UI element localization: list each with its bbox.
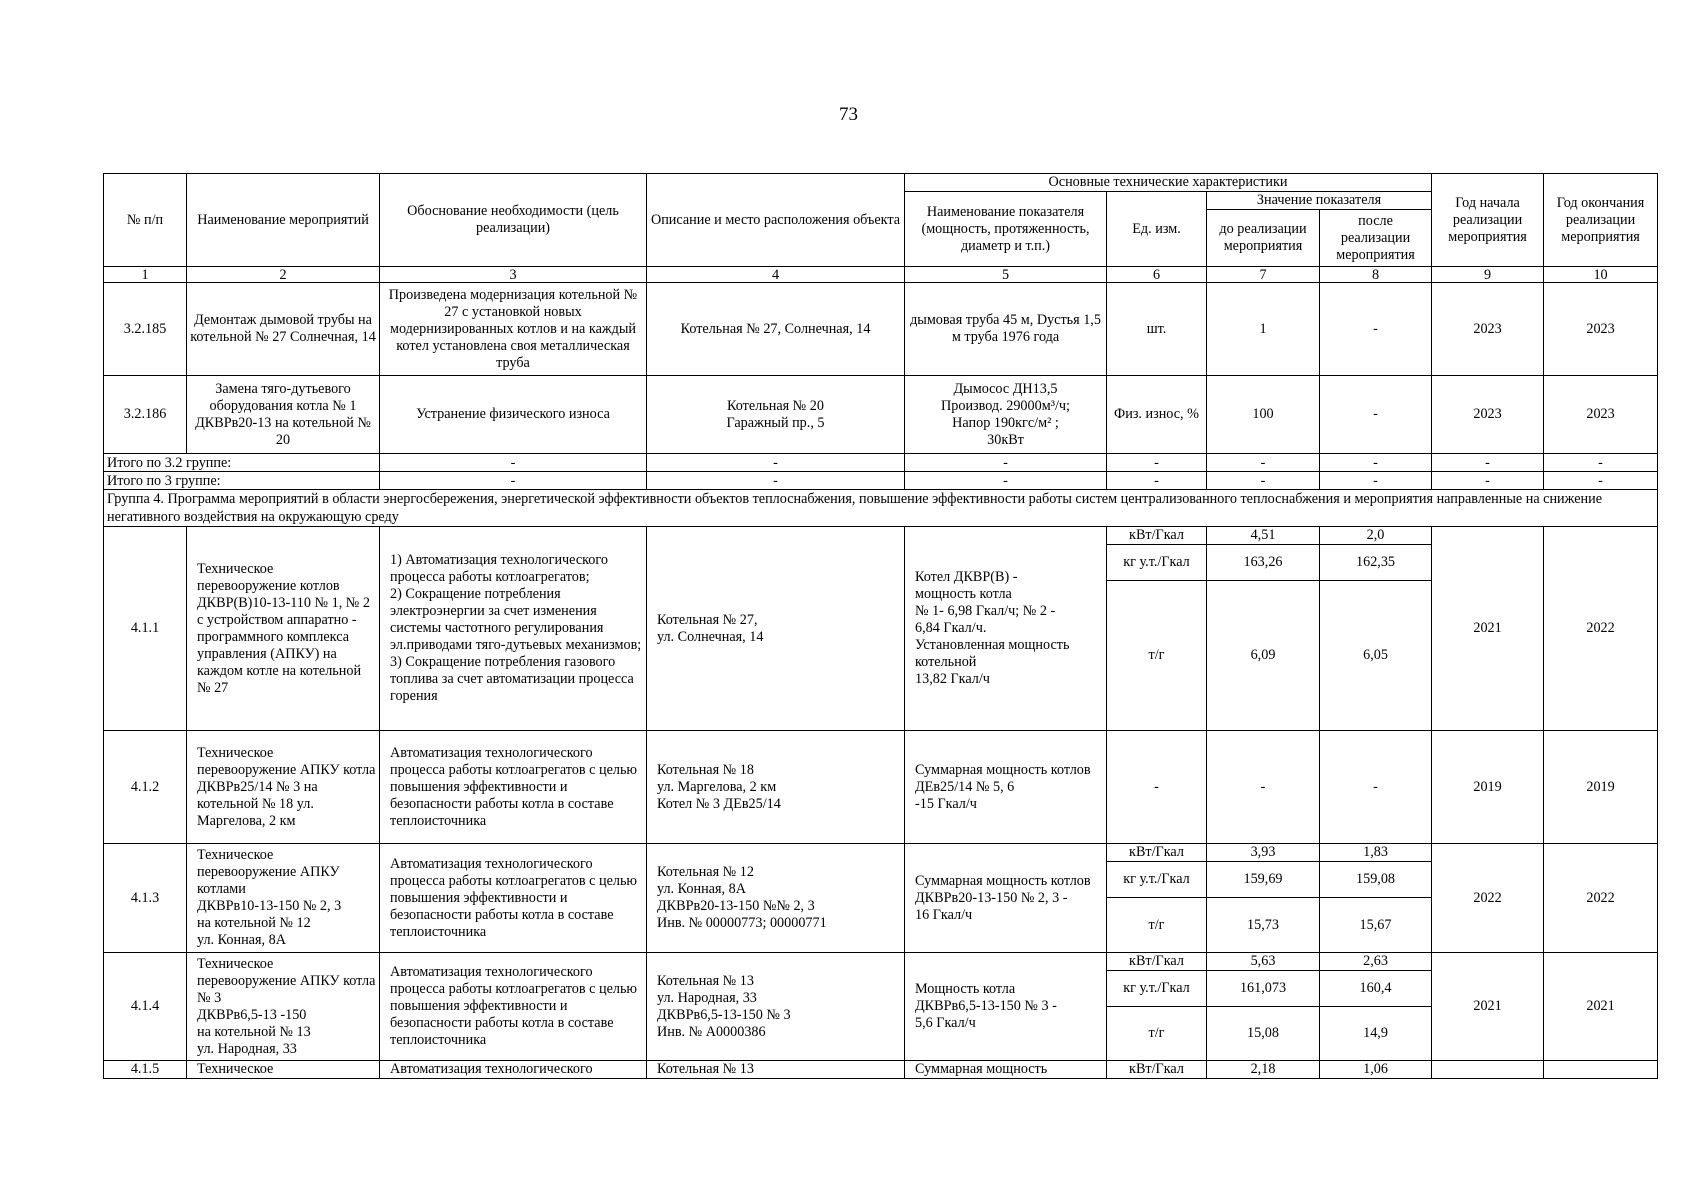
row-after: - (1320, 376, 1432, 454)
row-reason: Автоматизация технологического процесса работы котлоагрегатов с целью повышения эффективности и безопасности работы котла в составе теплоисточника (380, 953, 647, 1061)
row-place (647, 953, 905, 1061)
row-param (905, 731, 1107, 844)
row-name-line: ДКВРв6,5-13 -150 (197, 1006, 307, 1023)
row-param-line: 13,82 Гкал/ч (915, 671, 990, 687)
row-place-line: Котельная № 27, (657, 611, 758, 628)
row-param-line: мощность котла (915, 586, 1012, 602)
row-name-line: ул. Конная, 8А (197, 932, 286, 948)
row-param-line: 16 Гкал/ч (915, 906, 973, 923)
row-before: - (1207, 731, 1320, 844)
row-name-line: Техническое перевооружение АПКУ котла № 3 (197, 955, 376, 1006)
summary-dash: - (1207, 472, 1320, 490)
row-reason: Автоматизация технологического процесса работы котлоагрегатов с целью повышения эффективности и безопасности работы котла в составе теплоисточника (380, 731, 647, 844)
header-num: № п/п (104, 174, 187, 267)
summary-dash: - (905, 472, 1107, 490)
summary-row (104, 472, 1658, 490)
row-place-line: Котельная № 18 (657, 761, 754, 778)
header-tech-group: Основные технические характеристики (905, 174, 1432, 192)
row-unit: кг у.т./Гкал (1107, 545, 1207, 581)
row-before: 15,73 (1207, 898, 1320, 953)
row-place: Котельная № 13 (647, 1061, 905, 1079)
row-place (647, 527, 905, 731)
group-title-row (104, 490, 1658, 527)
row-before: 3,93 (1207, 844, 1320, 862)
summary-dash: - (1320, 472, 1432, 490)
column-number: 3 (380, 267, 647, 283)
summary-dash: - (380, 472, 647, 490)
row-param-line: Установленная мощность котельной (915, 637, 1070, 670)
summary-dash: - (1544, 472, 1658, 490)
group-title: Группа 4. Программа мероприятий в области энергосбережения, энергетической эффективности объектов теплоснабжения, повышение эффективности работы систем централизованного теплоснабжения и мероприятия направленные на снижение негативного воздействия на окружающую среду (104, 490, 1658, 527)
row-name-line: на котельной № 12 (197, 915, 311, 931)
row-num: 4.1.1 (104, 527, 187, 731)
table-row (104, 1061, 1658, 1079)
header-place: Описание и место расположения объекта (647, 174, 905, 267)
row-unit: кВт/Гкал (1107, 844, 1207, 862)
row-num: 4.1.2 (104, 731, 187, 844)
row-before: 4,51 (1207, 527, 1320, 545)
row-unit: т/г (1107, 898, 1207, 953)
row-param: дымовая труба 45 м, Dустья 1,5 м труба 1976 года (905, 283, 1107, 376)
header-after: после реализации мероприятия (1320, 210, 1432, 267)
summary-dash: - (1544, 454, 1658, 472)
row-place-line: Котельная № 20 (727, 397, 824, 414)
row-after: 6,05 (1320, 581, 1432, 731)
table-row (104, 731, 1658, 844)
row-param-line: Производ. 29000м³/ч; (941, 397, 1070, 414)
row-place (647, 376, 905, 454)
row-end-year: 2022 (1544, 844, 1658, 953)
column-number: 4 (647, 267, 905, 283)
row-param-line: 5,6 Гкал/ч (915, 1015, 976, 1031)
row-param: Суммарная мощность (905, 1061, 1107, 1079)
row-param-line: ДЕв25/14 № 5, 6 (915, 778, 1015, 795)
row-unit: - (1107, 731, 1207, 844)
row-name (187, 844, 380, 953)
row-place-line: ДКВРв6,5-13-150 № 3 (657, 1006, 791, 1023)
row-num: 3.2.186 (104, 376, 187, 454)
row-place-line: Инв. № А0000386 (657, 1023, 766, 1040)
header-before: до реализации мероприятия (1207, 210, 1320, 267)
row-num: 4.1.4 (104, 953, 187, 1061)
column-number: 6 (1107, 267, 1207, 283)
row-param-line: № 1- 6,98 Гкал/ч; № 2 - (915, 603, 1056, 619)
row-reason: Автоматизация технологического (380, 1061, 647, 1079)
row-param-line: 6,84 Гкал/ч. (915, 620, 987, 636)
row-after: 159,08 (1320, 862, 1432, 898)
row-unit: кг у.т./Гкал (1107, 971, 1207, 1007)
summary-dash: - (1207, 454, 1320, 472)
row-param-line: Суммарная мощность котлов (915, 872, 1091, 889)
row-end-year (1544, 1061, 1658, 1079)
row-before: 1 (1207, 283, 1320, 376)
summary-dash: - (380, 454, 647, 472)
row-param-line: Напор 190кгс/м² ; (952, 414, 1059, 431)
row-end-year: 2021 (1544, 953, 1658, 1061)
row-after: 1,83 (1320, 844, 1432, 862)
row-after: 2,63 (1320, 953, 1432, 971)
header-end-year: Год окончания реализации мероприятия (1544, 174, 1658, 267)
measures-table (103, 173, 1658, 1079)
row-param (905, 844, 1107, 953)
row-after: - (1320, 283, 1432, 376)
row-num: 3.2.185 (104, 283, 187, 376)
page-number: 73 (839, 104, 858, 125)
row-unit: т/г (1107, 581, 1207, 731)
summary-dash: - (905, 454, 1107, 472)
row-reason-line: 3) Сокращение потребления газового топлива за счет автоматизации процесса горения (390, 654, 634, 704)
summary-label: Итого по 3.2 группе: (104, 454, 380, 472)
table-row (104, 283, 1658, 376)
header-reason: Обоснование необходимости (цель реализации) (380, 174, 647, 267)
row-start-year: 2021 (1432, 527, 1544, 731)
row-before: 100 (1207, 376, 1320, 454)
row-unit: шт. (1107, 283, 1207, 376)
row-place-line: Гаражный пр., 5 (726, 414, 825, 431)
summary-dash: - (1432, 454, 1544, 472)
row-after: - (1320, 731, 1432, 844)
row-place-line: ДКВРв20-13-150 №№ 2, 3 (657, 898, 815, 914)
table-row (104, 527, 1658, 545)
row-name: Замена тяго-дутьевого оборудования котла № 1 ДКВРв20-13 на котельной № 20 (187, 376, 380, 454)
summary-dash: - (1107, 454, 1207, 472)
row-param-line: Мощность котла (915, 981, 1016, 997)
row-name: Техническое перевооружение котлов ДКВР(В)10-13-110 № 1, № 2 с устройством аппаратно - программного комплекса управления (АПКУ) на каждом котле на котельной № 27 (187, 527, 380, 731)
row-start-year: 2021 (1432, 953, 1544, 1061)
column-number: 10 (1544, 267, 1658, 283)
column-number-row (104, 267, 1658, 283)
row-end-year: 2023 (1544, 283, 1658, 376)
summary-dash: - (647, 454, 905, 472)
summary-label: Итого по 3 группе: (104, 472, 380, 490)
row-place-line: Котельная № 12 (657, 864, 754, 880)
row-place (647, 731, 905, 844)
row-after: 2,0 (1320, 527, 1432, 545)
row-param-line: ДКВРв6,5-13-150 № 3 - (915, 998, 1057, 1014)
row-before: 5,63 (1207, 953, 1320, 971)
row-reason: Произведена модернизация котельной № 27 с установкой новых модернизированных котлов и на каждый котел установлена своя металлическая труба (380, 283, 647, 376)
column-number: 2 (187, 267, 380, 283)
row-num: 4.1.5 (104, 1061, 187, 1079)
row-place (647, 844, 905, 953)
row-unit: кВт/Гкал (1107, 1061, 1207, 1079)
row-unit: кг у.т./Гкал (1107, 862, 1207, 898)
row-name-line: ул. Народная, 33 (197, 1040, 297, 1057)
row-before: 2,18 (1207, 1061, 1320, 1079)
row-place-line: ул. Народная, 33 (657, 989, 757, 1006)
row-name: Техническое перевооружение АПКУ котла ДКВРв25/14 № 3 на котельной № 18 ул. Маргелова, 2 км (187, 731, 380, 844)
summary-row (104, 454, 1658, 472)
row-unit: кВт/Гкал (1107, 527, 1207, 545)
summary-dash: - (1320, 454, 1432, 472)
row-start-year: 2023 (1432, 376, 1544, 454)
row-name-line: ДКВРв10-13-150 № 2, 3 (197, 898, 342, 914)
row-param-line: Дымосос ДН13,5 (953, 380, 1058, 397)
row-end-year: 2023 (1544, 376, 1658, 454)
row-start-year: 2019 (1432, 731, 1544, 844)
summary-dash: - (1107, 472, 1207, 490)
row-param-line: 30кВт (987, 431, 1024, 448)
row-reason-line: 2) Сокращение потребления электроэнергии за счет изменения системы частотного регулирования эл.приводами тяго-дутьевых механизмов; (390, 586, 642, 653)
row-name: Техническое (187, 1061, 380, 1079)
row-name-line: Техническое перевооружение АПКУ котлами (197, 847, 340, 897)
row-param-line: -15 Гкал/ч (915, 795, 977, 812)
row-place-line: ул. Конная, 8А (657, 881, 746, 897)
row-after: 15,67 (1320, 898, 1432, 953)
header-value-group: Значение показателя (1207, 192, 1432, 210)
row-before: 163,26 (1207, 545, 1320, 581)
row-name (187, 953, 380, 1061)
row-reason: Устранение физического износа (380, 376, 647, 454)
row-param (905, 953, 1107, 1061)
row-reason-line: 1) Автоматизация технологического процесса работы котлоагрегатов; (390, 552, 608, 585)
header-start-year: Год начала реализации мероприятия (1432, 174, 1544, 267)
header-param: Наименование показателя (мощность, протяженность, диаметр и т.п.) (905, 192, 1107, 267)
row-end-year: 2019 (1544, 731, 1658, 844)
row-start-year: 2023 (1432, 283, 1544, 376)
column-number: 7 (1207, 267, 1320, 283)
table-row (104, 953, 1658, 971)
row-before: 6,09 (1207, 581, 1320, 731)
row-start-year (1432, 1061, 1544, 1079)
row-reason: Автоматизация технологического процесса работы котлоагрегатов с целью повышения эффективности и безопасности работы котла в составе теплоисточника (380, 844, 647, 953)
column-number: 5 (905, 267, 1107, 283)
row-num: 4.1.3 (104, 844, 187, 953)
table-row (104, 844, 1658, 862)
row-param-line: ДКВРв20-13-150 № 2, 3 - (915, 889, 1068, 906)
row-unit: Физ. износ, % (1107, 376, 1207, 454)
row-before: 159,69 (1207, 862, 1320, 898)
row-place: Котельная № 27, Солнечная, 14 (647, 283, 905, 376)
column-number: 8 (1320, 267, 1432, 283)
row-place-line: Котел № 3 ДЕв25/14 (657, 795, 781, 812)
summary-dash: - (647, 472, 905, 490)
row-name: Демонтаж дымовой трубы на котельной № 27 Солнечная, 14 (187, 283, 380, 376)
summary-dash: - (1432, 472, 1544, 490)
row-name-line: на котельной № 13 (197, 1023, 311, 1040)
row-param-line: Суммарная мощность котлов (915, 761, 1091, 778)
row-param (905, 376, 1107, 454)
table-row (104, 376, 1658, 454)
row-unit: кВт/Гкал (1107, 953, 1207, 971)
header-name: Наименование мероприятий (187, 174, 380, 267)
column-number: 1 (104, 267, 187, 283)
row-end-year: 2022 (1544, 527, 1658, 731)
row-after: 14,9 (1320, 1007, 1432, 1061)
row-place-line: ул. Маргелова, 2 км (657, 778, 777, 795)
row-after: 160,4 (1320, 971, 1432, 1007)
row-param-line: Котел ДКВР(В) - (915, 569, 1018, 585)
row-reason (380, 527, 647, 731)
row-place-line: Котельная № 13 (657, 972, 754, 989)
row-after: 162,35 (1320, 545, 1432, 581)
row-unit: т/г (1107, 1007, 1207, 1061)
row-start-year: 2022 (1432, 844, 1544, 953)
row-place-line: Инв. № 00000773; 00000771 (657, 915, 827, 931)
row-before: 161,073 (1207, 971, 1320, 1007)
row-after: 1,06 (1320, 1061, 1432, 1079)
row-param (905, 527, 1107, 731)
row-place-line: ул. Солнечная, 14 (657, 628, 764, 645)
row-before: 15,08 (1207, 1007, 1320, 1061)
header-unit: Ед. изм. (1107, 192, 1207, 267)
column-number: 9 (1432, 267, 1544, 283)
